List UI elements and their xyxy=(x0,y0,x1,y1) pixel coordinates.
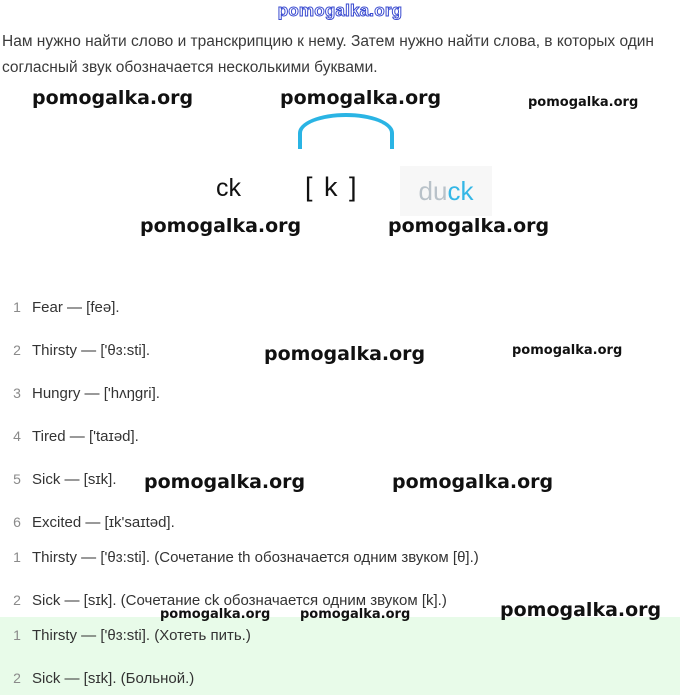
list-item-number: 2 xyxy=(13,592,21,608)
list-item-number: 1 xyxy=(13,549,21,565)
list-item-number: 6 xyxy=(13,514,21,530)
list-item-number: 3 xyxy=(13,385,21,401)
list-item-text: Thirsty — ['θɜ:sti]. (Хотеть пить.) xyxy=(32,627,251,644)
watermark: pomogalka.org xyxy=(140,215,302,237)
list-item xyxy=(0,299,680,327)
watermark: pomogalka.org xyxy=(500,599,662,621)
list-item-number: 5 xyxy=(13,471,21,487)
list-item-number: 4 xyxy=(13,428,21,444)
arc-connector-graphic xyxy=(298,113,394,149)
site-header-title[interactable]: pomogalka.org xyxy=(277,1,403,20)
list-item-text: Sick — [sɪk]. (Сочетание ck обозначается одним звуком [k].) xyxy=(32,592,447,609)
list-item-text: Hungry — ['hʌŋgri]. xyxy=(32,385,160,402)
list-item-number: 2 xyxy=(13,670,21,686)
watermark: pomogalka.org xyxy=(144,471,306,493)
watermark: pomogalka.org xyxy=(528,95,639,110)
list-item-text: Sick — [sɪk]. xyxy=(32,471,117,488)
list-item xyxy=(0,670,680,698)
watermark: pomogalka.org xyxy=(300,607,411,622)
watermark: pomogalka.org xyxy=(512,343,623,358)
example-word-card xyxy=(400,166,492,216)
list-item xyxy=(0,514,680,542)
watermark: pomogalka.org xyxy=(32,87,194,109)
watermark: pomogalka.org xyxy=(264,343,426,365)
list-item-number: 1 xyxy=(13,627,21,643)
letter-combination: ck xyxy=(216,174,241,202)
example-word-plain: du xyxy=(418,176,448,206)
list-item-number: 1 xyxy=(13,299,21,315)
list-item-text: Thirsty — ['θɜ:sti]. xyxy=(32,342,151,359)
list-item xyxy=(0,549,680,577)
list-item-number: 2 xyxy=(13,342,21,358)
list-item xyxy=(0,471,680,499)
list-item-text: Thirsty — ['θɜ:sti]. (Сочетание th обозначается одним звуком [θ].) xyxy=(32,549,479,566)
watermark: pomogalka.org xyxy=(280,87,442,109)
list-item-text: Excited — [ɪk'saɪtəd]. xyxy=(32,514,175,531)
list-item xyxy=(0,428,680,456)
list-item-text: Sick — [sɪk]. (Больной.) xyxy=(32,670,195,687)
list-item-text: Tired — ['taɪəd]. xyxy=(32,428,139,445)
list-item-text: Fear — [feə]. xyxy=(32,299,120,316)
list-item xyxy=(0,627,680,655)
watermark: pomogalka.org xyxy=(160,607,271,622)
list-item xyxy=(0,385,680,413)
watermark: pomogalka.org xyxy=(392,471,554,493)
example-word-highlight: ck xyxy=(447,176,474,206)
sound-transcription: [ k ] xyxy=(305,172,359,202)
watermark: pomogalka.org xyxy=(388,215,550,237)
intro-paragraph: Нам нужно найти слово и транскрипцию к нему. Затем нужно найти слова, в которых один согласный звук обозначается несколькими буквами. xyxy=(2,33,654,76)
